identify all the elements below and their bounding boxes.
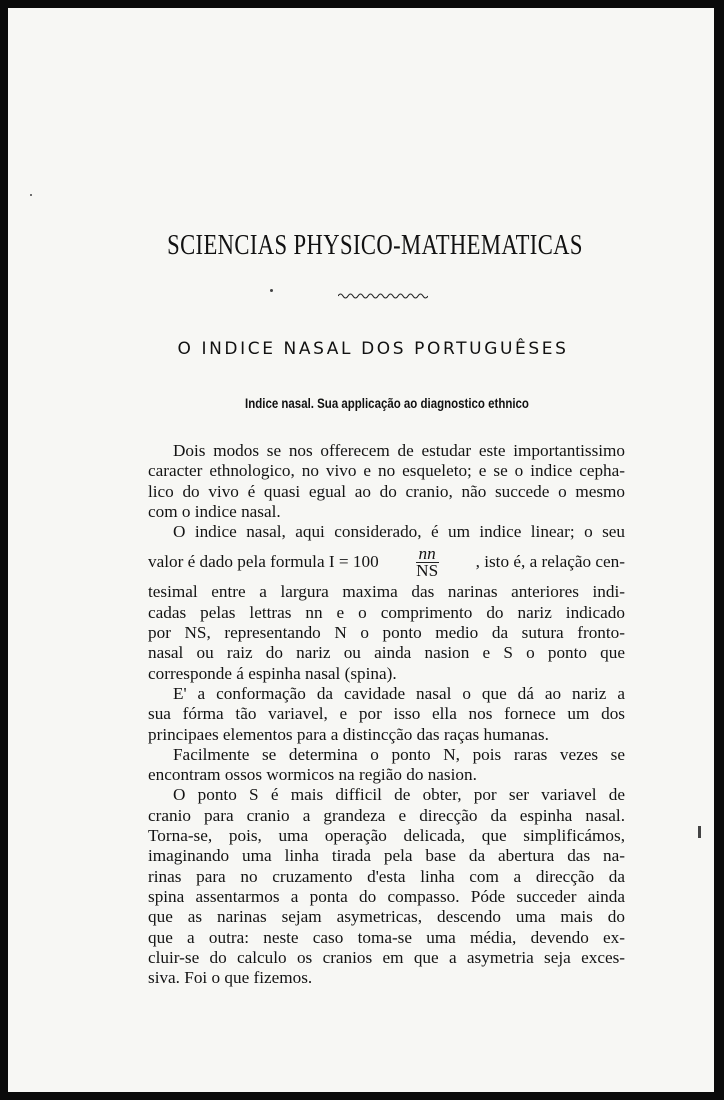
text-line: que a outra: neste caso toma-se uma média, devendo ex-: [148, 927, 625, 947]
formula-numerator: nn: [416, 546, 439, 563]
text-line: corresponde á espinha nasal (spina).: [148, 663, 397, 683]
formula-text-before: valor é dado pela formula I = 100: [148, 552, 379, 572]
paragraph: [148, 745, 625, 786]
article-subtitle: Indice nasal. Sua applicação ao diagnostico ethnico: [245, 395, 529, 411]
text-line: principaes elementos para a distincção das raças humanas.: [148, 724, 549, 744]
text-line: spina assentarmos a ponta do compasso. Póde succeder ainda: [148, 886, 625, 906]
text-line: cluir-se do calculo os cranios em que a asymetria seja exces-: [148, 947, 625, 967]
text-line: caracter ethnologico, no vivo e no esqueleto; e se o indice cepha-: [148, 461, 625, 481]
text-line: Dois modos se nos offerecem de estudar este importantissimo: [173, 441, 625, 460]
text-line: cranio para cranio a grandeza e direcção da espinha nasal.: [148, 805, 625, 825]
article-body: [148, 441, 625, 988]
text-line: E' a conformação da cavidade nasal o que dá ao nariz a: [173, 683, 625, 703]
formula-denominator: NS: [416, 560, 439, 580]
paragraph: [148, 785, 625, 988]
scan-speck: [698, 826, 701, 838]
text-line: siva. Foi o que fizemos.: [148, 968, 313, 988]
text-line: nasal ou raiz do nariz ou ainda nasion e S o ponto que: [148, 643, 625, 663]
text-line: imaginando uma linha tirada pela base da abertura das na-: [148, 846, 625, 866]
text-line: sua fórma tão variavel, e por isso ella nos fornece um dos: [148, 704, 625, 724]
text-line: Torna-se, pois, uma operação delicada, que simplificámos,: [148, 826, 625, 846]
wavy-divider: [338, 291, 428, 301]
text-line: por NS, representando N o ponto medio da sutura fronto-: [148, 623, 625, 643]
formula-text-after: , isto é, a relação cen-: [475, 552, 625, 572]
scan-speck: [270, 289, 273, 292]
text-line: O ponto S é mais difficil de obter, por ser variavel de: [173, 785, 625, 805]
text-line: O indice nasal, aqui considerado, é um indice linear; o seu: [173, 522, 625, 542]
text-line: com o indice nasal.: [148, 501, 281, 521]
text-line: Facilmente se determina o ponto N, pois raras vezes se: [173, 744, 625, 764]
paragraph: [148, 684, 625, 745]
text-line: encontram ossos wormicos na região do nasion.: [148, 765, 477, 785]
document-page: [8, 8, 714, 1092]
formula-line: [148, 542, 625, 582]
text-line: tesimal entre a largura maxima das narinas anteriores indi-: [148, 582, 625, 602]
formula-fraction: [413, 543, 441, 580]
text-line: rinas para no cruzamento d'esta linha com a direcção da: [148, 866, 625, 886]
article-title: O INDICE NASAL DOS PORTUGUÊSES: [177, 339, 569, 359]
scan-speck: [30, 194, 32, 196]
section-title: SCIENCIAS PHYSICO-MATHEMATICAS: [167, 229, 583, 261]
paragraph: [148, 522, 625, 684]
text-line: lico do vivo é quasi egual ao do cranio, não succede o mesmo: [148, 481, 625, 501]
text-line: cadas pelas lettras nn e o comprimento do nariz indicado: [148, 602, 625, 622]
text-line: que as narinas sejam asymetricas, descendo uma mais do: [148, 907, 625, 927]
paragraph: [148, 441, 625, 522]
